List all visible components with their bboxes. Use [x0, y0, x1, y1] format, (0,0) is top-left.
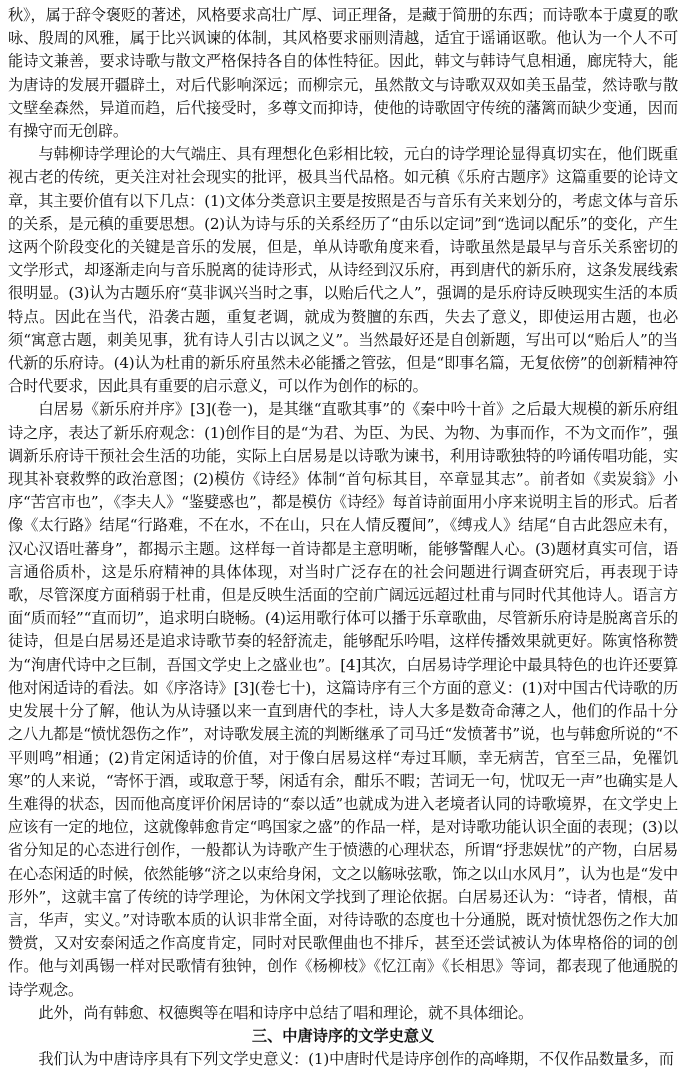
paragraph-4: 此外，尚有韩愈、权德舆等在唱和诗序中总结了唱和理论，就不具体细论。 — [38, 1003, 533, 1022]
paragraph-3: 白居易《新乐府并序》[3](卷一)，是其继“直歌其事”的《秦中吟十首》之后最大规模的新乐府组诗之序，表达了新乐府观念：(1)创作目的是“为君、为臣、为民、为物、为事而作，不为文而作”，强调新乐府诗干预社会生活的功能，实际上白居易是以诗歌为谏书，利用诗歌独特的吟诵传唱功能，实现其补衰救弊的政治意图；(2)模仿《诗经》体制“首句标其目，卒章显其志”。前者如《卖炭翁》小序“苦宫市也”，《李夫人》“鉴嬖惑也”，都是模仿《诗经》每首诗前面用小序来说明主旨的形式。后者像《太行路》结尾“行路难，不在水，不在山，只在人情反覆间”，《缚戎人》结尾“自古此怨应未有，汉心汉语吐蕃身”，都揭示主题。这样每一首诗都是主意明晰，能够警醒人心。(3)题材真实可信，语言通俗质朴，这是乐府精神的具体体现，对当时广泛存在的社会问题进行调查研究后，再表现于诗歌，尽管深度方面稍弱于杜甫，但是反映生活面的空前广阔远远超过杜甫与同时代其他诗人。语言方面“质而轻”“直而切”，追求明白晓畅。(4)运用歌行体可以播于乐章歌曲，尽管新乐府诗是脱离音乐的徒诗，但是白居易还是追求诗歌节奏的轻舒流走，能够配乐吟唱，这样传播效果就更好。陈寅恪称赞为“洵唐代诗中之巨制，吾国文学史上之盛业也”。[4]其次，白居易诗学理论中最具特色的也许还要算他对闲适诗的看法。如《序洛诗》[3](卷七十)，这篇诗序有三个方面的意义：(1)对中国古代诗歌的历史发展十分了解，他认为从诗骚以来一直到唐代的李杜，诗人大多是数奇命薄之人，他们的作品十分之八九都是“愤忧怨伤之作”，对诗歌发展主流的判断继承了司马迁“发愤著书”说，也与韩愈所说的“不平则鸣”相通；(2)肯定闲适诗的价值，对于像白居易这样“寿过耳顺，幸无病苦，官至三品，免罹饥寒”的人来说，“寄怀于酒，或取意于琴，闲适有余，酣乐不暇；苦词无一句，忧叹无一声”也确实是人生难得的状态，因而他高度评价闲居诗的“泰以适”也就成为进入老境者认同的诗歌境界，在文学史上应该有一定的地位，这就像韩愈肯定“鸣国家之盛”的作品一样，是对诗歌功能认识全面的表现；(3)以省分知足的心态进行创作，一般都认为诗歌产生于愤懑的心理状态，所谓“抒悲娱忧”的产物，白居易在心态闲适的时候，依然能够“济之以束给身闲，文之以觞咏弦歌，饰之以山水风月”，认为也是“发中形外”，这就丰富了传统的诗学理论，为休闲文学找到了理论依据。白居易还认为：“诗者，情根，苗言，华声，实义。”对诗歌本质的认识非常全面，对待诗歌的态度也十分通脱，既对愤忧怨伤之作大加赞赏，又对安泰闲适之作高度肯定，同时对民歌俚曲也不排斥，甚至还尝试被认为体卑格俗的词的创作。他与刘禹锡一样对民歌情有独钟，创作《杨柳枝》《忆江南》《长相思》等词，都表现了他通脱的诗学观念。 — [8, 400, 678, 999]
paragraph-2: 与韩柳诗学理论的大气端庄、具有理想化色彩相比较，元白的诗学理论显得真切实在，他们既重视古老的传统，更关注对社会现实的批评，极具当代品格。如元稹《乐府古题序》这篇重要的论诗文章，其主要价值有以下几点：(1)文体分类意识主要是按照是否与音乐有关来划分的，考虑文体与音乐的关系，是元稹的重要思想。(2)认为诗与乐的关系经历了“由乐以定词”到“选词以配乐”的变化，产生这两个阶段变化的关键是音乐的发展，但是，单从诗歌角度来看，诗歌虽然是最早与音乐关系密切的文学形式，却逐渐走向与音乐脱离的徒诗形式，从诗经到汉乐府，再到唐代的新乐府，这条发展线索很明显。(3)认为古题乐府“莫非讽兴当时之事，以贻后代之人”，强调的是乐府诗反映现实生活的本质特点。因此在当代，沿袭古题，重复老调，就成为赘膻的东西，失去了意义，即使运用古题，也必须“寓意古题，刺美见事，犹有诗人引古以讽之义”。当然最好还是自创新题，写出可以“贻后人”的当代新的乐府诗。(4)认为杜甫的新乐府虽然未必能播之管弦，但是“即事名篇，无复依傍”的创新精神符合时代要求，因此具有重要的启示意义，可以作为创作的标的。 — [8, 145, 678, 396]
document-page — [8, 4, 678, 1071]
section-heading: 三、中唐诗序的文学史意义 — [251, 1026, 435, 1045]
paragraph-5: 我们认为中唐诗序具有下列文学史意义：(1)中唐时代是诗序创作的高峰期，不仅作品数量多，而 — [38, 1050, 674, 1069]
paragraph-1: 秋》，属于辞令褒贬的著述，风格要求高壮广厚、词正理备，是藏于简册的东西；而诗歌本于虞夏的歌咏、殷周的风雅，属于比兴讽谏的体制，其风格要求丽则清越，适宜于谣诵讴歌。他认为一个人不可能诗文兼善，要求诗歌与散文严格保持各自的体性特征。因此，韩文与韩诗气息相通，廊庑特大，能为唐诗的发展开疆辟土，对后代影响深远；而柳宗元，虽然散文与诗歌双双如美玉晶莹，然诗歌与散文壁垒森然，异道而趋，后代接受时，多尊文而抑诗，使他的诗歌固守传统的藩篱而缺少变通，因而有操守而无创辟。 — [8, 6, 678, 141]
